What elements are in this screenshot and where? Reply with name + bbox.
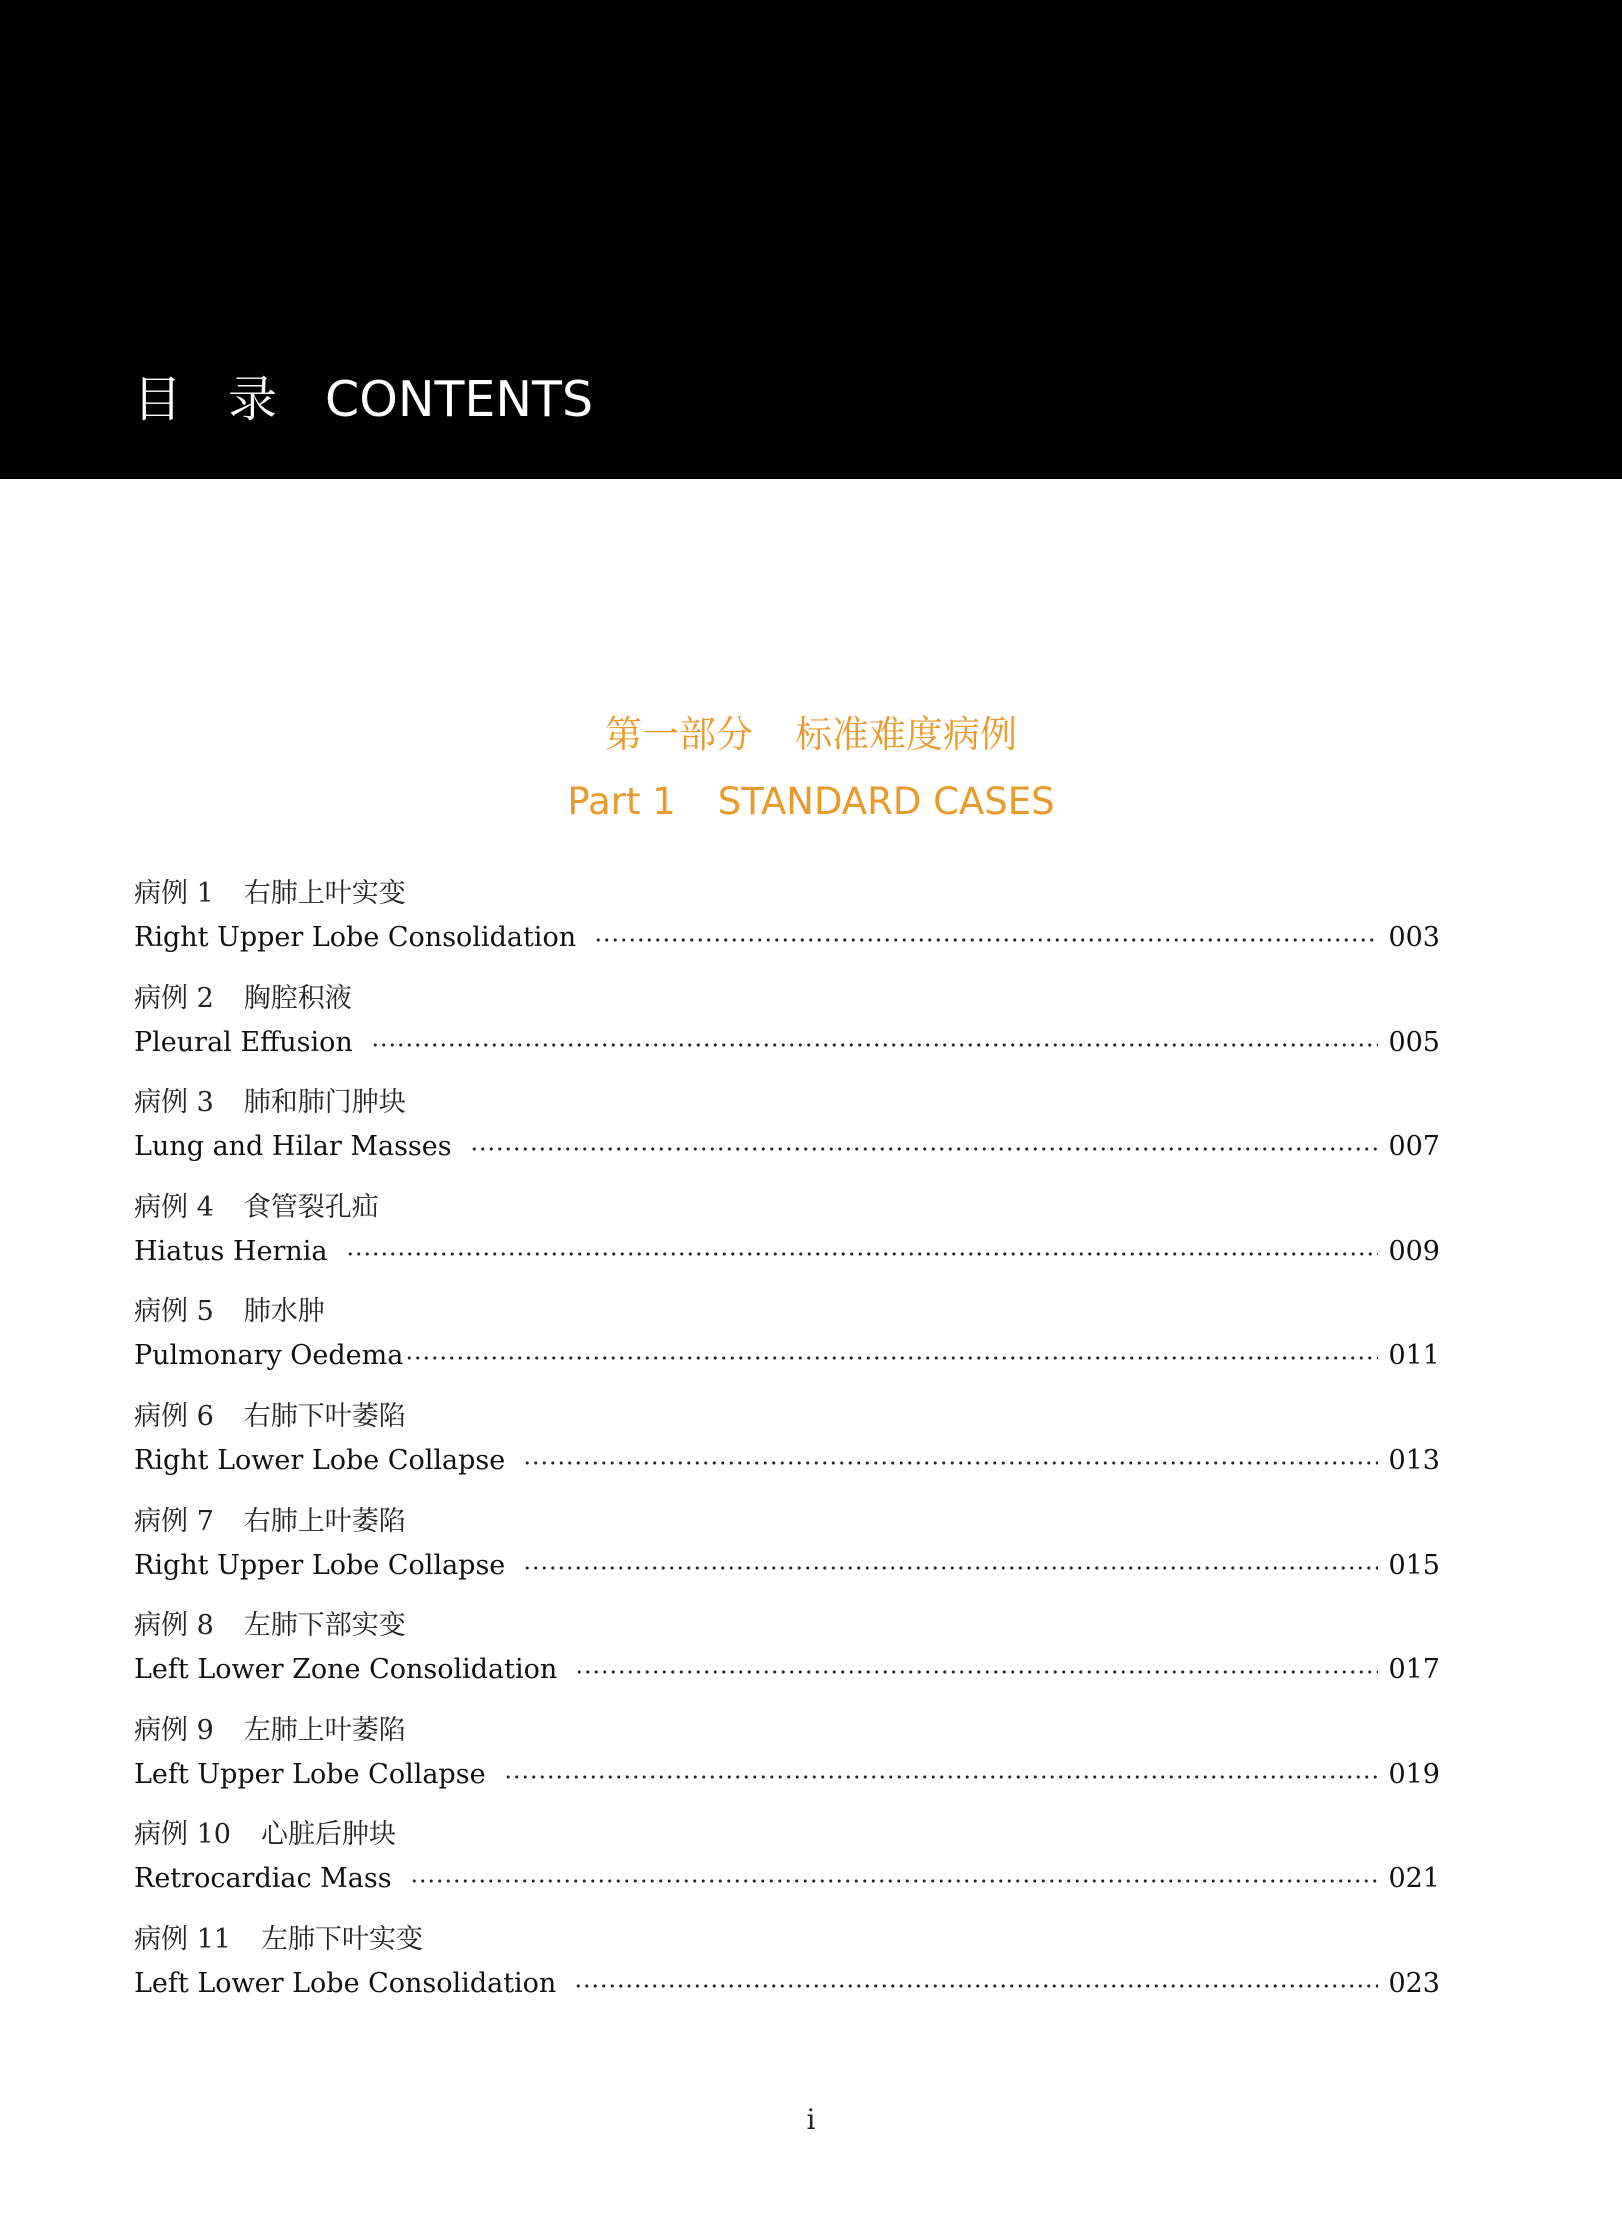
toc-entry[interactable] — [134, 1184, 1440, 1289]
case-number: 病例 11 — [134, 1923, 231, 1955]
toc-entry[interactable] — [134, 1079, 1440, 1184]
case-title-en: Right Upper Lobe Collapse — [134, 1549, 506, 1581]
entry-zh-line — [134, 1292, 325, 1332]
case-title-zh: 左肺下叶实变 — [260, 1923, 423, 1955]
case-title-en: Retrocardiac Mass — [134, 1863, 392, 1895]
case-number: 病例 9 — [134, 1714, 214, 1746]
entry-en-line — [134, 1755, 1440, 1795]
case-number: 病例 5 — [134, 1296, 214, 1328]
case-title-en: Left Lower Lobe Consolidation — [134, 1967, 557, 1999]
part-zh-title: 标准难度病例 — [795, 713, 1017, 756]
entry-en-line — [134, 1964, 1440, 2004]
page-title — [133, 368, 593, 432]
case-title-zh: 食管裂孔疝 — [243, 1191, 379, 1223]
entry-zh-line — [134, 1188, 379, 1228]
part-heading-zh — [0, 710, 1622, 760]
entry-zh-line — [134, 1711, 406, 1751]
dot-leader — [523, 1459, 1378, 1467]
entry-en-line — [134, 1650, 1440, 1690]
page-number: 011 — [1388, 1340, 1440, 1372]
entry-en-line — [134, 1546, 1440, 1586]
case-number: 病例 10 — [134, 1819, 231, 1851]
page-number: 019 — [1388, 1758, 1440, 1790]
case-number: 病例 3 — [134, 1087, 214, 1119]
entry-en-line — [134, 918, 1440, 958]
page-number: 009 — [1388, 1235, 1440, 1267]
toc-entry[interactable] — [134, 1602, 1440, 1707]
dot-leader — [594, 936, 1378, 944]
case-number: 病例 8 — [134, 1610, 214, 1642]
case-number: 病例 2 — [134, 982, 214, 1014]
case-title-zh: 心脏后肿块 — [260, 1819, 396, 1851]
dot-leader — [575, 1668, 1378, 1676]
case-title-en: Lung and Hilar Masses — [134, 1131, 452, 1163]
case-title-en: Right Upper Lobe Consolidation — [134, 922, 577, 953]
entry-zh-line — [134, 1502, 406, 1542]
entry-en-line — [134, 1232, 1440, 1272]
case-title-en: Left Lower Zone Consolidation — [134, 1654, 558, 1686]
page-number: 003 — [1388, 922, 1440, 953]
entry-en-line — [134, 1127, 1440, 1167]
case-title-en: Right Lower Lobe Collapse — [134, 1444, 506, 1476]
page-number: 017 — [1388, 1654, 1440, 1686]
toc-entry[interactable] — [134, 1707, 1440, 1812]
case-title-en: Pleural Effusion — [134, 1026, 353, 1058]
part-heading-en — [0, 777, 1622, 827]
part-en-title: STANDARD CASES — [717, 780, 1055, 823]
toc-entry[interactable] — [134, 1498, 1440, 1603]
case-title-zh: 肺水肿 — [243, 1296, 325, 1328]
case-title-zh: 右肺上叶萎陷 — [243, 1505, 406, 1537]
toc-entry[interactable] — [134, 975, 1440, 1080]
title-en: CONTENTS — [325, 371, 594, 428]
dot-leader — [470, 1145, 1379, 1153]
case-title-zh: 右肺下叶萎陷 — [243, 1400, 406, 1432]
entry-zh-line — [134, 1397, 406, 1437]
toc-entry[interactable] — [134, 1393, 1440, 1498]
page-number: 005 — [1388, 1026, 1440, 1058]
entry-zh-line — [134, 1920, 423, 1960]
page-number: 007 — [1388, 1131, 1440, 1163]
page-folio: i — [806, 2103, 816, 2136]
dot-leader — [410, 1877, 1379, 1885]
page-number: 013 — [1388, 1444, 1440, 1476]
case-title-en: Hiatus Hernia — [134, 1235, 328, 1267]
entry-en-line — [134, 1023, 1440, 1063]
title-zh-1: 目 — [133, 371, 183, 428]
case-title-en: Left Upper Lobe Collapse — [134, 1758, 486, 1790]
case-number: 病例 1 — [134, 878, 214, 909]
entry-zh-line — [134, 979, 352, 1019]
dot-leader — [371, 1041, 1379, 1049]
header-band — [0, 0, 1622, 479]
entry-en-line — [134, 1336, 1440, 1376]
case-title-zh: 左肺下部实变 — [243, 1610, 406, 1642]
entry-en-line — [134, 1441, 1440, 1481]
page-number: 021 — [1388, 1863, 1440, 1895]
dot-leader — [523, 1564, 1378, 1572]
toc-entry[interactable] — [134, 870, 1440, 975]
case-number: 病例 7 — [134, 1505, 214, 1537]
title-zh-2: 录 — [228, 371, 278, 428]
case-number: 病例 4 — [134, 1191, 214, 1223]
entry-zh-line — [134, 1606, 406, 1646]
case-title-zh: 胸腔积液 — [243, 982, 352, 1014]
dot-leader — [405, 1354, 1378, 1362]
case-title-zh: 右肺上叶实变 — [243, 878, 406, 909]
toc-entry[interactable] — [134, 1811, 1440, 1916]
entry-zh-line — [134, 1815, 396, 1855]
toc-list — [134, 870, 1440, 2021]
case-number: 病例 6 — [134, 1400, 214, 1432]
case-title-zh: 左肺上叶萎陷 — [243, 1714, 406, 1746]
page-number: 023 — [1388, 1967, 1440, 1999]
entry-zh-line — [134, 874, 406, 914]
case-title-zh: 肺和肺门肿块 — [243, 1087, 406, 1119]
page-number: 015 — [1388, 1549, 1440, 1581]
entry-zh-line — [134, 1083, 406, 1123]
part-zh-label: 第一部分 — [605, 713, 753, 756]
dot-leader — [574, 1982, 1378, 1990]
dot-leader — [504, 1773, 1379, 1781]
entry-en-line — [134, 1859, 1440, 1899]
dot-leader — [346, 1250, 1379, 1258]
toc-entry[interactable] — [134, 1916, 1440, 2021]
toc-entry[interactable] — [134, 1288, 1440, 1393]
case-title-en: Pulmonary Oedema — [134, 1340, 404, 1372]
part-en-label: Part 1 — [567, 780, 676, 823]
